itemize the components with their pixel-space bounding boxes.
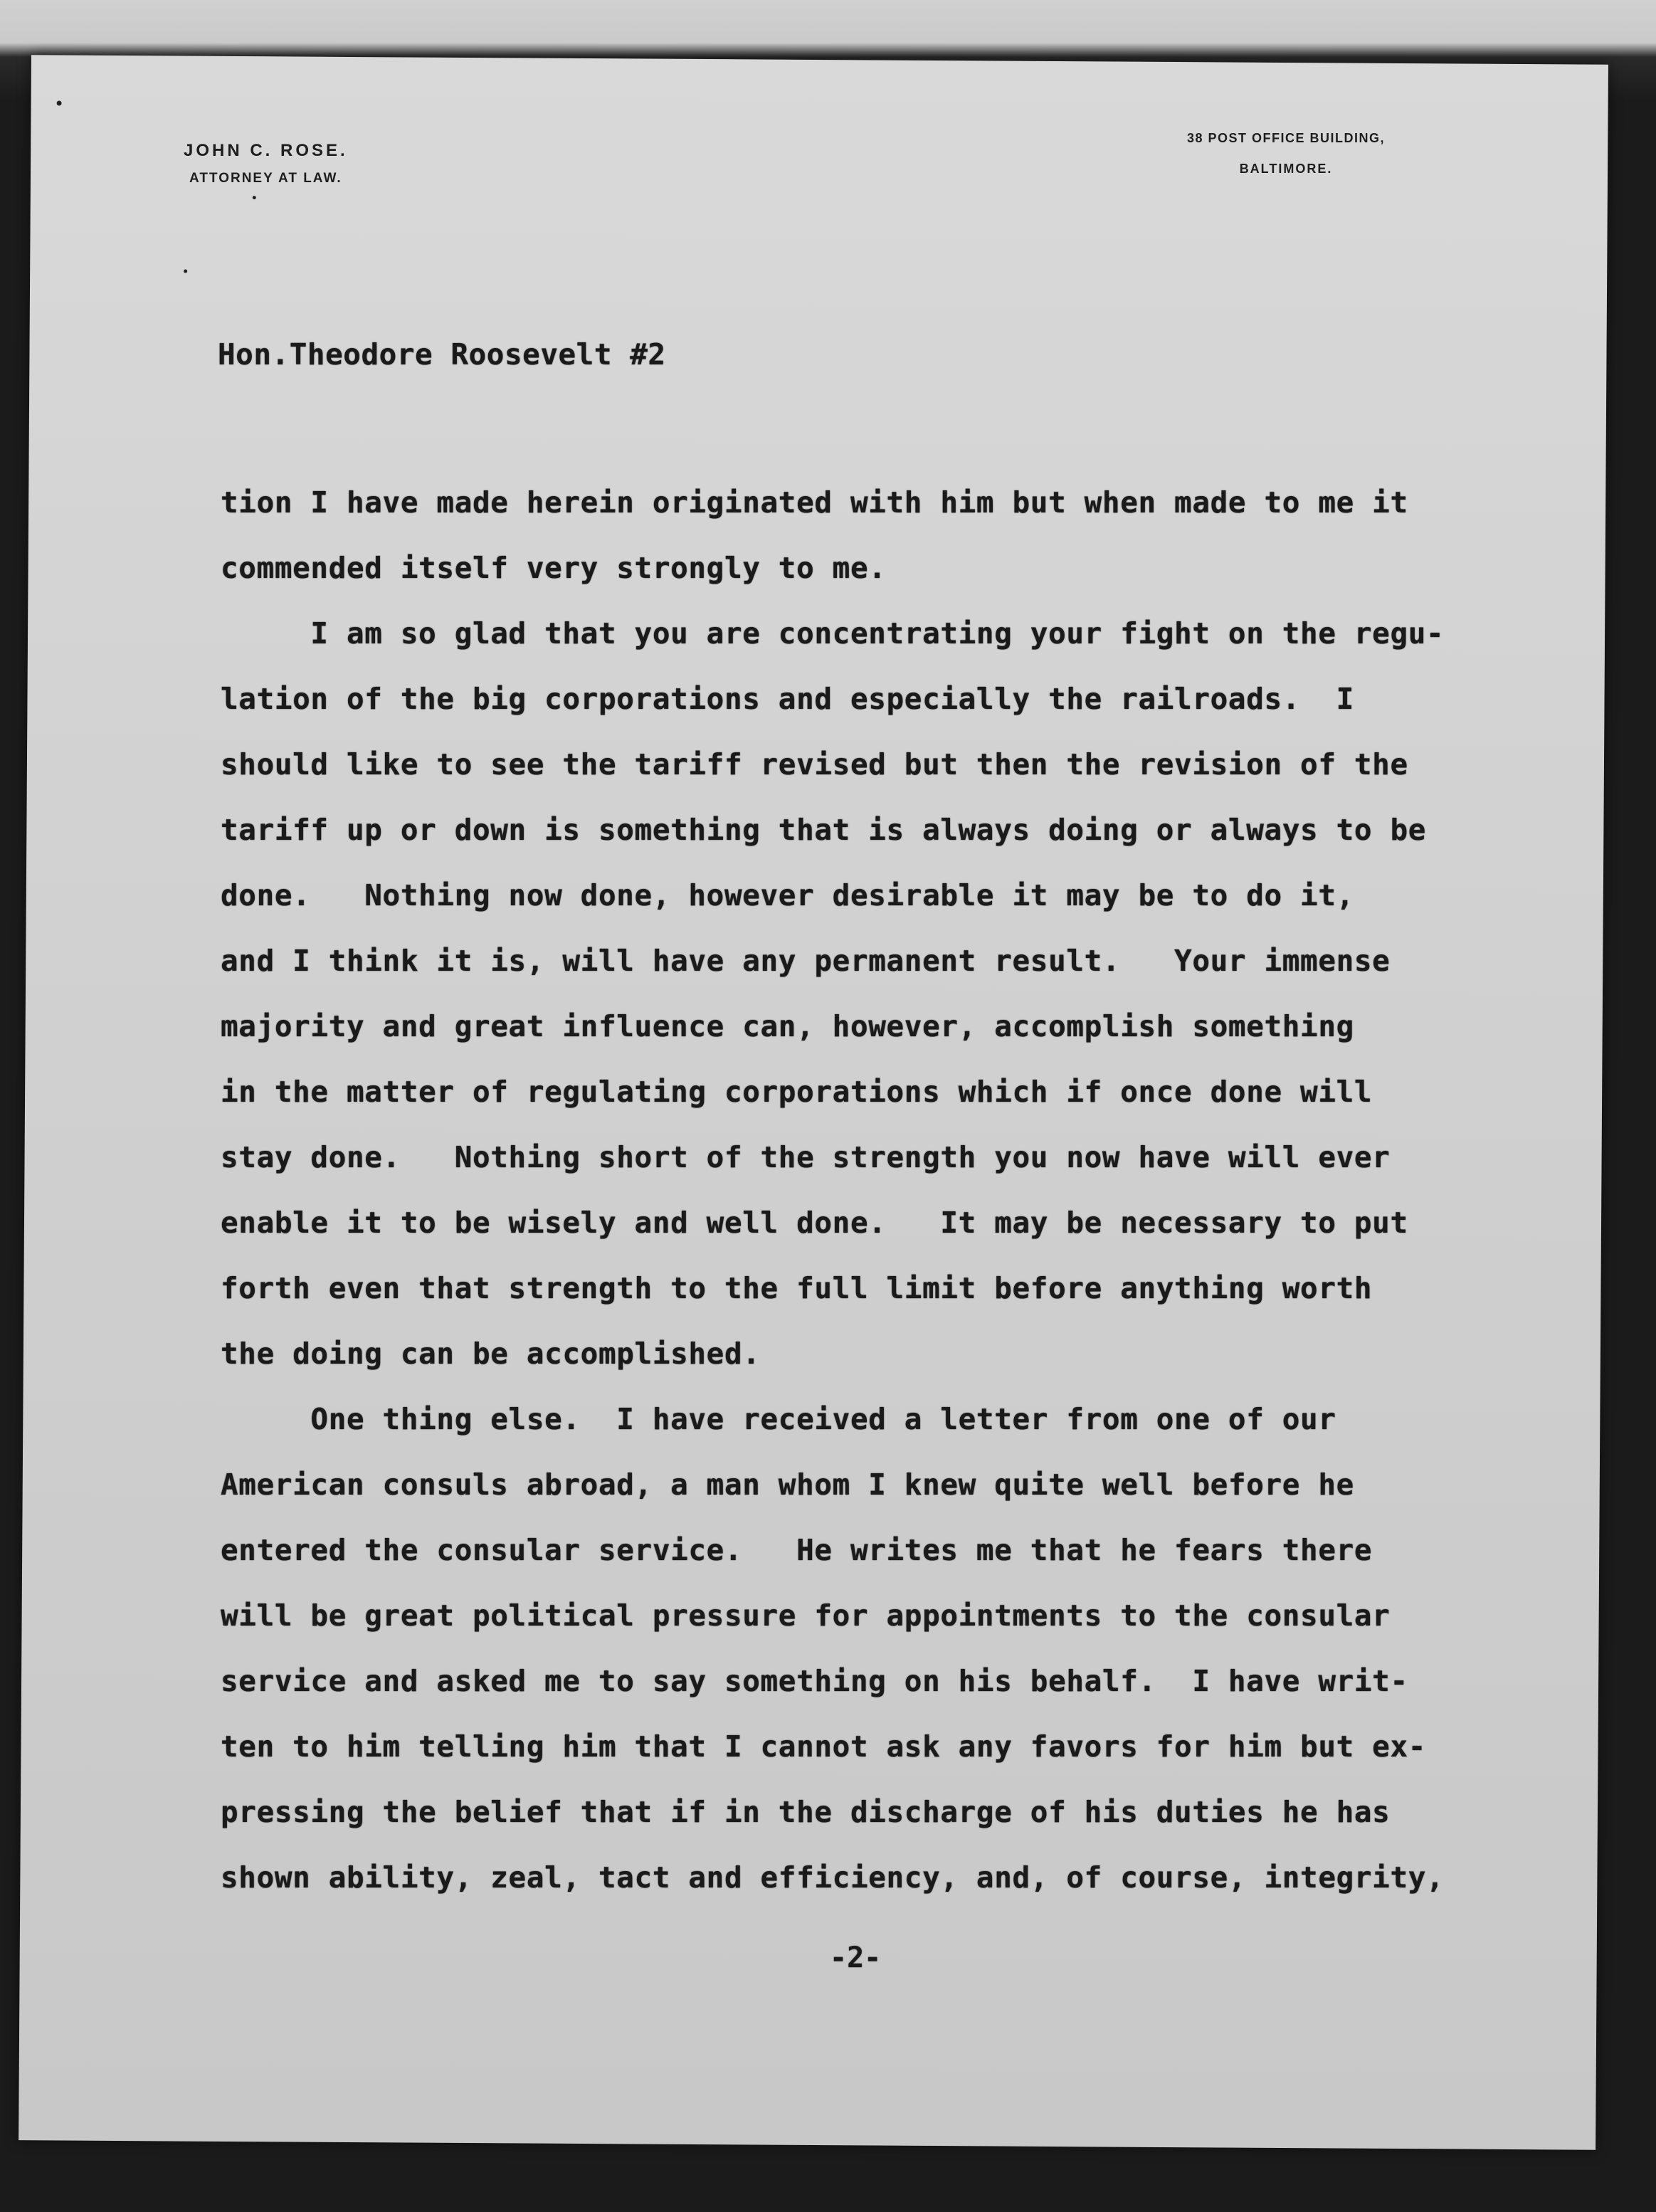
body-line: tion I have made herein originated with him but when made to me it: [221, 485, 1408, 520]
letterhead-sender: [184, 141, 348, 186]
body-line: should like to see the tariff revised but then the revision of the: [221, 747, 1408, 781]
body-line: pressing the belief that if in the discharge of his duties he has: [221, 1795, 1391, 1829]
paper-speck: [57, 100, 62, 105]
letter-body: [221, 470, 1444, 1910]
page-number: -2-: [830, 1942, 882, 1974]
body-line: forth even that strength to the full limit before anything worth: [221, 1271, 1373, 1305]
body-line: tariff up or down is something that is always doing or always to be: [221, 813, 1427, 847]
body-line: lation of the big corporations and especially the railroads. I: [221, 682, 1354, 716]
body-line: American consuls abroad, a man whom I knew quite well before he: [221, 1468, 1354, 1502]
body-line: will be great political pressure for appointments to the consular: [221, 1599, 1391, 1633]
body-line: entered the consular service. He writes me that he fears there: [221, 1533, 1373, 1567]
body-line: service and asked me to say something on his behalf. I have writ-: [221, 1664, 1408, 1698]
body-line: commended itself very strongly to me.: [221, 551, 887, 585]
body-line: stay done. Nothing short of the strength you now have will ever: [221, 1140, 1391, 1174]
body-line: I am so glad that you are concentrating your fight on the regu-: [221, 616, 1445, 651]
body-line: majority and great influence can, however, accomplish something: [221, 1009, 1354, 1043]
address-line-2: BALTIMORE.: [1239, 162, 1333, 176]
body-line: ten to him telling him that I cannot ask any favors for him but ex-: [221, 1729, 1427, 1764]
paper-speck: [184, 270, 187, 273]
body-line: enable it to be wisely and well done. It may be necessary to put: [221, 1206, 1408, 1240]
body-line: shown ability, zeal, tact and efficiency, and, of course, integrity,: [221, 1860, 1445, 1895]
address-line-1: 38 POST OFFICE BUILDING,: [1187, 131, 1386, 145]
body-line: and I think it is, will have any permanent result. Your immense: [221, 944, 1391, 978]
paper-speck: [253, 196, 256, 199]
sender-name: JOHN C. ROSE.: [184, 141, 348, 160]
body-line: One thing else. I have received a letter from one of our: [221, 1402, 1336, 1436]
letterhead-address: [1187, 131, 1385, 177]
body-line: in the matter of regulating corporations which if once done will: [221, 1075, 1373, 1109]
body-line: the doing can be accomplished.: [221, 1337, 761, 1371]
body-line: done. Nothing now done, however desirable it may be to do it,: [221, 878, 1354, 912]
sender-title: ATTORNEY AT LAW.: [189, 171, 342, 186]
page-heading: Hon.Theodore Roosevelt #2: [218, 337, 666, 372]
